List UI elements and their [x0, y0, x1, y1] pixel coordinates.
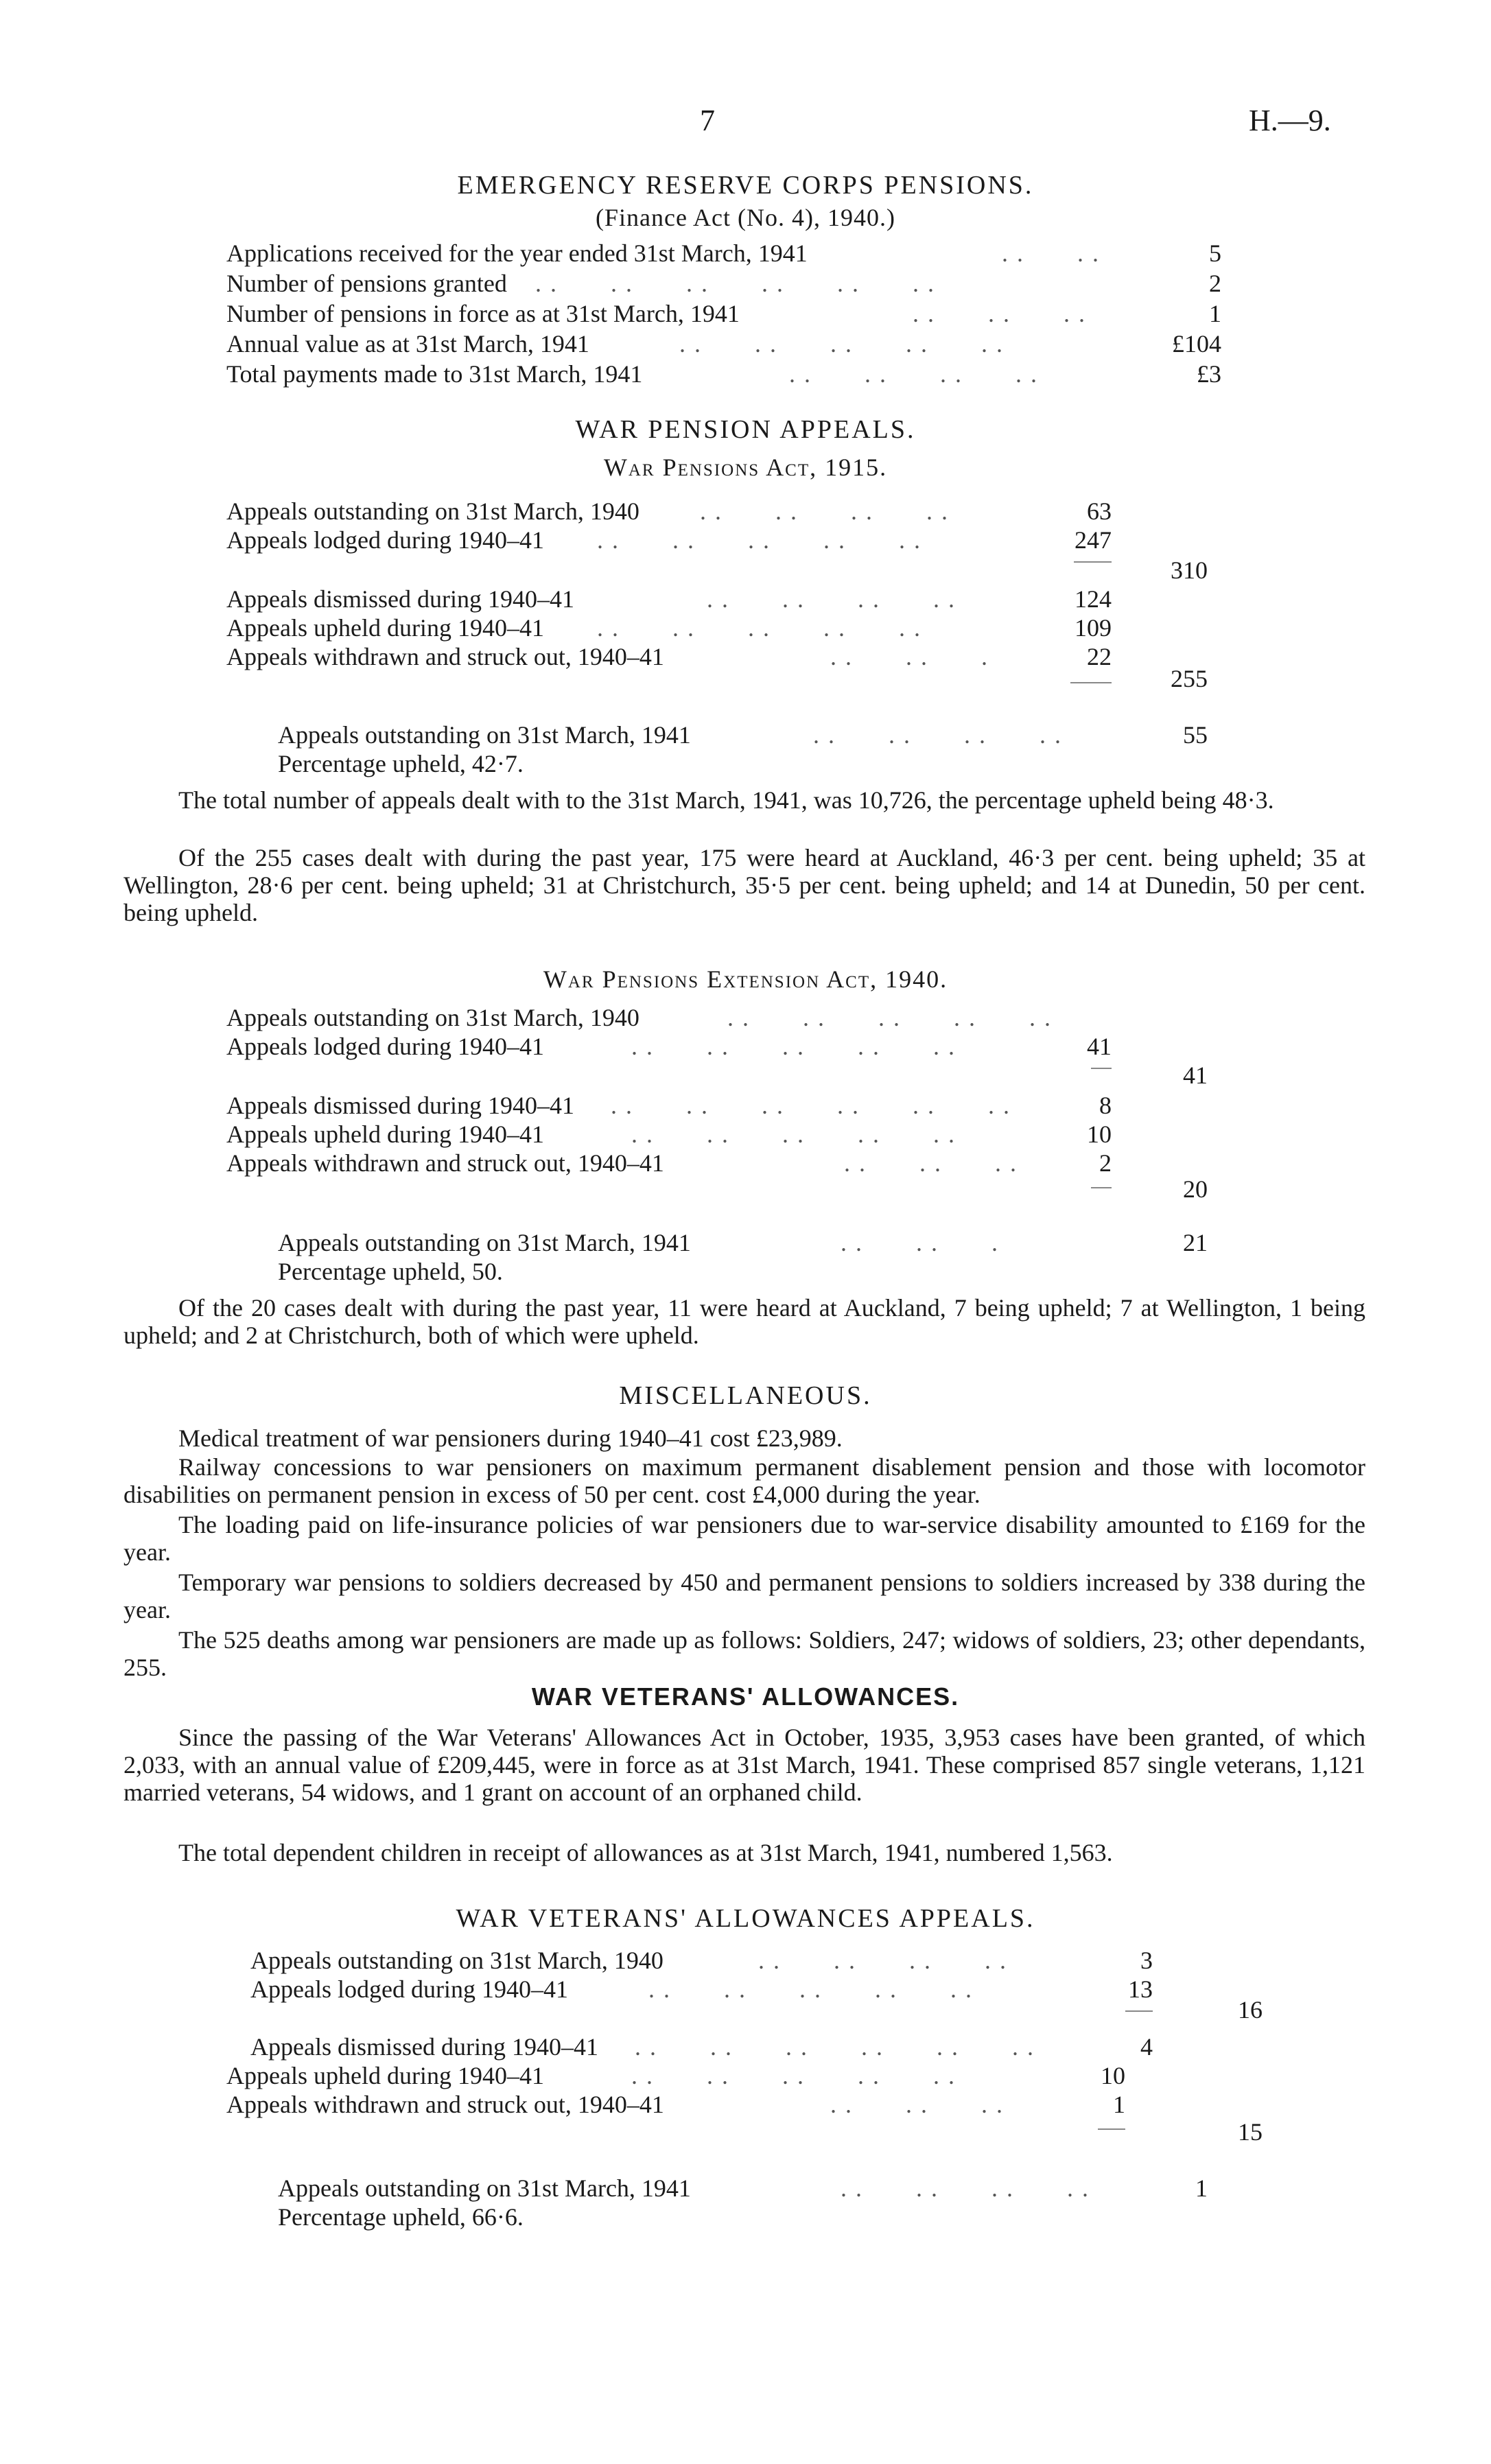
wvaa-row: [226, 2090, 1132, 2117]
misc-paragraph: The loading paid on life-insurance policies of war pensioners due to war-service disability amounted to £169 for the year.: [124, 1511, 1365, 1566]
wpea-row-value: 41: [1087, 1033, 1112, 1060]
wva-paragraph: The total dependent children in receipt of allowances as at 31st March, 1941, numbered 1,563.: [178, 1839, 1113, 1866]
sum-rule: [1074, 561, 1112, 563]
page-number: 7: [700, 104, 715, 137]
wpa-row: [226, 585, 1118, 612]
wpa-row: [226, 526, 1118, 553]
wpa-act-title: War Pensions Act, 1915.: [603, 454, 888, 481]
wva-paragraph: Since the passing of the War Veterans' Allowances Act in October, 1935, 3,953 cases have been granted, of which 2,033, with an annual value of £209,445, were in force as at 31st March, 1941. These comprised 857 single veterans, 1,121 married veterans, 54 widows, and 1 grant on account of an orphaned child.: [124, 1724, 1365, 1806]
wvaa-outstanding-row: [278, 2174, 1238, 2201]
wpa-cases-paragraph: Of the 255 cases dealt with during the past year, 175 were heard at Auckland, 46·3 per cent. being upheld; 35 at Wellington, 28·6 per cent. being upheld; 31 at Christchurch, 35·5 per cent. being upheld; and 14 at Dunedin, 50 per cent. being upheld.: [124, 844, 1365, 926]
wvaa-row: [250, 1975, 1156, 2002]
leader-dots: . . . . . .: [830, 2091, 1004, 2118]
erc-row: [226, 360, 1228, 387]
wpa-outstanding-row: [278, 720, 1238, 748]
leader-dots: . . . . .: [830, 643, 989, 670]
misc-paragraph: Medical treatment of war pensioners during 1940–41 cost £23,989.: [178, 1424, 843, 1452]
erc-row-label: Applications received for the year ended 31st March, 1941: [226, 239, 808, 267]
leader-dots: . . . . . . . .: [758, 1947, 1007, 1974]
leader-dots: . . . . .: [841, 1229, 999, 1256]
misc-title: MISCELLANEOUS.: [619, 1381, 872, 1410]
wvaa-row-value: 3: [1140, 1947, 1153, 1974]
wpa-row-label: Appeals withdrawn and struck out, 1940–41: [226, 643, 664, 670]
wvaa-row-label: Appeals upheld during 1940–41: [226, 2062, 544, 2089]
leader-dots: . . . . . .: [844, 1149, 1018, 1177]
erc-subtitle: (Finance Act (No. 4), 1940.): [596, 204, 895, 231]
erc-row: [226, 299, 1228, 327]
erc-row: [226, 269, 1228, 296]
leader-dots: . . . . . . . . . .: [648, 1975, 973, 2003]
wpa-row-value: 22: [1087, 643, 1112, 670]
wpa-row: [226, 642, 1118, 670]
wpea-outstanding-value: 21: [1183, 1229, 1208, 1256]
misc-paragraph: The 525 deaths among war pensioners are made up as follows: Soldiers, 247; widows of soldiers, 23; other dependants, 255.: [124, 1626, 1365, 1681]
leader-dots: . . . . . . . .: [707, 585, 956, 613]
sum-rule: [1098, 2128, 1125, 2130]
wpa-row-value: 63: [1087, 497, 1112, 525]
leader-dots: . . . . . . . .: [789, 360, 1038, 388]
erc-row: [226, 239, 1228, 266]
leader-dots: . . . . . . . .: [813, 721, 1062, 749]
wvaa-row-value: 10: [1101, 2062, 1125, 2089]
wpa-row-value: 124: [1075, 585, 1112, 613]
wvaa-total-dealt: 15: [1238, 2118, 1263, 2146]
wpa-outstanding-value: 55: [1183, 721, 1208, 749]
wpa-row-value: 109: [1075, 614, 1112, 642]
wpea-act-title: War Pensions Extension Act, 1940.: [543, 965, 948, 993]
wvaa-row: [226, 2061, 1132, 2089]
leader-dots: . . . . . . . . . .: [631, 2062, 956, 2089]
misc-paragraph: Railway concessions to war pensioners on maximum permanent disablement pension and those with locomotor disabilities on permanent pension in excess of 50 per cent. cost £4,000 during the year.: [124, 1453, 1365, 1508]
report-reference: H.—9.: [1249, 104, 1331, 137]
leader-dots: . . . . . . . . . . . .: [535, 270, 935, 297]
erc-row-value: 5: [1209, 239, 1221, 267]
wpa-summary-paragraph: The total number of appeals dealt with to the 31st March, 1941, was 10,726, the percentage upheld being 48·3.: [178, 786, 1274, 814]
wpea-row-value: 8: [1099, 1092, 1112, 1119]
erc-row: [226, 329, 1228, 357]
leader-dots: . . . . . . . . . .: [597, 614, 921, 642]
wvaa-row: [250, 2032, 1156, 2060]
wpea-total-dealt: 20: [1183, 1175, 1208, 1203]
wpa-row-label: Appeals upheld during 1940–41: [226, 614, 544, 642]
leader-dots: . . . . . . . . . . . .: [635, 2033, 1035, 2061]
leader-dots: . . . . . . . . . .: [631, 1033, 956, 1060]
wpea-row: [226, 1149, 1139, 1176]
wvaa-title: WAR VETERANS' ALLOWANCES APPEALS.: [456, 1904, 1035, 1933]
sum-rule: [1070, 682, 1112, 683]
leader-dots: . . . . . . . .: [841, 2174, 1090, 2202]
wpea-outstanding-label: Appeals outstanding on 31st March, 1941: [278, 1229, 691, 1256]
wpa-row-label: Appeals outstanding on 31st March, 1940: [226, 497, 639, 525]
wpea-total-received: 41: [1183, 1061, 1208, 1089]
wpa-row-value: 247: [1075, 526, 1112, 554]
wvaa-total-received: 16: [1238, 1996, 1263, 2023]
wpea-row-value: 10: [1087, 1120, 1112, 1148]
wpea-row-label: Appeals withdrawn and struck out, 1940–41: [226, 1149, 664, 1177]
sum-rule: [1125, 2010, 1153, 2012]
wvaa-row-label: Appeals dismissed during 1940–41: [250, 2033, 598, 2061]
wpea-outstanding-row: [278, 1228, 1238, 1256]
wpea-row-label: Appeals outstanding on 31st March, 1940: [226, 1004, 639, 1031]
wpea-row: [226, 1120, 1139, 1147]
wpea-row-label: Appeals upheld during 1940–41: [226, 1120, 544, 1148]
wpea-row-label: Appeals dismissed during 1940–41: [226, 1092, 574, 1119]
erc-title: EMERGENCY RESERVE CORPS PENSIONS.: [457, 171, 1034, 200]
erc-row-label: Annual value as at 31st March, 1941: [226, 330, 589, 357]
misc-paragraph: Temporary war pensions to soldiers decreased by 450 and permanent pensions to soldiers increased by 338 during the year.: [124, 1569, 1365, 1623]
wpa-total-received: 310: [1171, 556, 1208, 584]
wpea-percentage: Percentage upheld, 50.: [278, 1258, 503, 1285]
leader-dots: . . . . . . . . . . . .: [611, 1092, 1011, 1119]
erc-row-label: Number of pensions in force as at 31st March, 1941: [226, 300, 740, 327]
erc-row-label: Number of pensions granted: [226, 270, 507, 297]
erc-row-value: 2: [1209, 270, 1221, 297]
wvaa-row-value: 13: [1128, 1975, 1153, 2003]
leader-dots: . . . .: [1002, 239, 1100, 267]
wvaa-row-label: Appeals withdrawn and struck out, 1940–41: [226, 2091, 664, 2118]
wvaa-percentage: Percentage upheld, 66·6.: [278, 2203, 524, 2231]
wvaa-row-value: 1: [1113, 2091, 1125, 2118]
wpa-row-label: Appeals dismissed during 1940–41: [226, 585, 574, 613]
wpea-row-value: 2: [1099, 1149, 1112, 1177]
leader-dots: . . . . . . . . . .: [679, 330, 1004, 357]
leader-dots: . . . . . . . . . .: [631, 1120, 956, 1148]
leader-dots: . . . . . .: [913, 300, 1086, 327]
leader-dots: . . . . . . . .: [700, 497, 949, 525]
wpea-cases-paragraph: Of the 20 cases dealt with during the past year, 11 were heard at Auckland, 7 being upheld; 7 at Wellington, 1 being upheld; and 2 at Christchurch, both of which were upheld.: [124, 1294, 1365, 1349]
erc-row-label: Total payments made to 31st March, 1941: [226, 360, 643, 388]
sum-rule: [1091, 1187, 1112, 1188]
wpa-outstanding-label: Appeals outstanding on 31st March, 1941: [278, 721, 691, 749]
erc-row-value: £3: [1197, 360, 1221, 388]
wpa-total-dealt: 255: [1171, 665, 1208, 692]
wpea-row-label: Appeals lodged during 1940–41: [226, 1033, 544, 1060]
wpa-row-label: Appeals lodged during 1940–41: [226, 526, 544, 554]
wpa-title: WAR PENSION APPEALS.: [575, 415, 916, 444]
leader-dots: . . . . . . . . . .: [597, 526, 921, 554]
wva-title: WAR VETERANS' ALLOWANCES.: [531, 1682, 960, 1711]
wpa-row: [226, 613, 1118, 641]
erc-row-value: 1: [1209, 300, 1221, 327]
leader-dots: . . . . . . . . . .: [727, 1004, 1052, 1031]
sum-rule: [1091, 1068, 1112, 1069]
wvaa-row-value: 4: [1140, 2033, 1153, 2061]
erc-row-value: £104: [1172, 330, 1221, 357]
wvaa-row: [250, 1946, 1156, 1973]
wpea-row: [226, 1003, 1139, 1031]
wpea-row: [226, 1091, 1139, 1118]
wpa-row: [226, 497, 1118, 524]
wpea-row: [226, 1032, 1139, 1059]
wvaa-outstanding-value: 1: [1195, 2174, 1208, 2202]
wpa-percentage: Percentage upheld, 42·7.: [278, 750, 524, 777]
wvaa-row-label: Appeals lodged during 1940–41: [250, 1975, 568, 2003]
wvaa-outstanding-label: Appeals outstanding on 31st March, 1941: [278, 2174, 691, 2202]
wvaa-row-label: Appeals outstanding on 31st March, 1940: [250, 1947, 664, 1974]
